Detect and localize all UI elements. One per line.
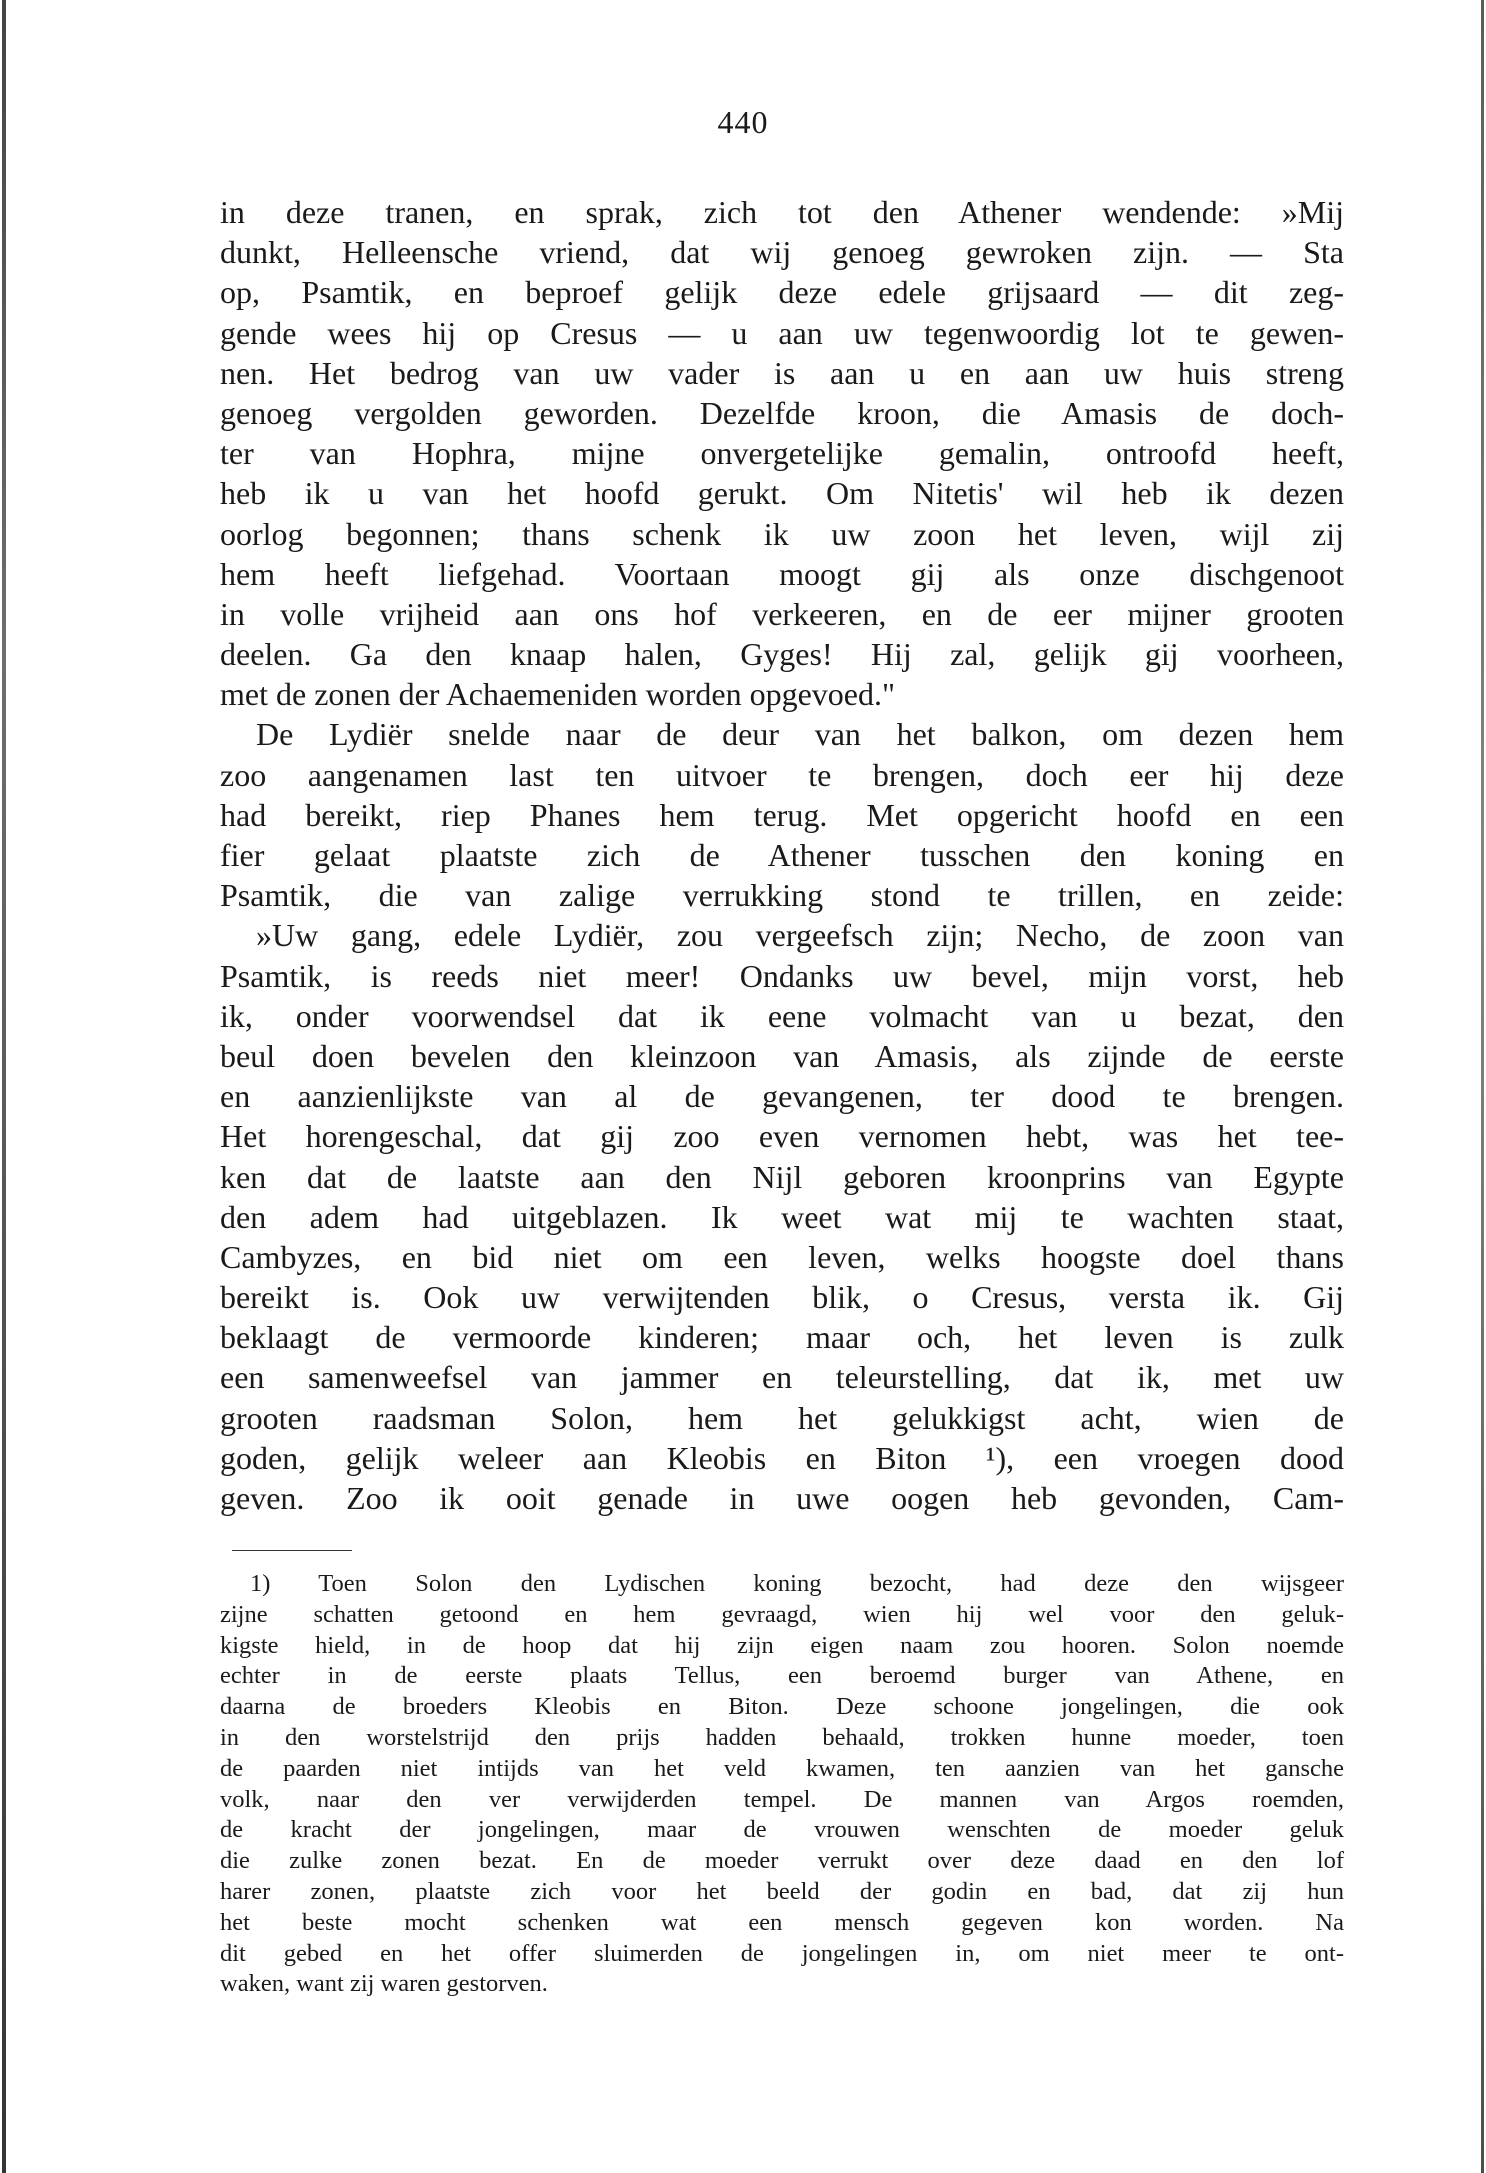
text-line: nen. Het bedrog van uw vader is aan u en aan uw huis streng [220, 354, 1344, 391]
text-line: Het horengeschal, dat gij zoo even vernomen hebt, was het tee- [220, 1118, 1344, 1155]
footnote-line: volk, naar den ver verwijderden tempel. De mannen van Argos roemden, [220, 1785, 1344, 1813]
footnote-line: harer zonen, plaatste zich voor het beeld der godin en bad, dat zij hun [220, 1877, 1344, 1905]
text-line: gende wees hij op Cresus — u aan uw tegenwoordig lot te gewen- [220, 314, 1344, 351]
footnote-body [220, 1569, 1344, 2000]
text-line: ter van Hophra, mijne onvergetelijke gemalin, ontroofd heeft, [220, 435, 1344, 472]
scan-edge-right [1481, 0, 1484, 2173]
footnote-line: in den worstelstrijd den prijs hadden behaald, trokken hunne moeder, toen [220, 1723, 1344, 1751]
footnote-divider [232, 1550, 352, 1551]
text-line: heb ik u van het hoofd gerukt. Om Nitetis' wil heb ik dezen [220, 475, 1344, 512]
main-text-body [220, 192, 1344, 1518]
text-line: Cambyzes, en bid niet om een leven, welks hoogste doel thans [220, 1238, 1344, 1275]
text-line: ken dat de laatste aan den Nijl geboren kroonprins van Egypte [220, 1158, 1344, 1195]
text-line: beul doen bevelen den kleinzoon van Amasis, als zijnde de eerste [220, 1037, 1344, 1074]
text-line: geven. Zoo ik ooit genade in uwe oogen heb gevonden, Cam- [220, 1480, 1344, 1516]
text-line: zoo aangenamen last ten uitvoer te brengen, doch eer hij deze [220, 756, 1344, 793]
text-line: genoeg vergolden geworden. Dezelfde kroon, die Amasis de doch- [220, 394, 1344, 431]
text-line: in volle vrijheid aan ons hof verkeeren, en de eer mijner grooten [220, 595, 1344, 632]
footnote-line: zijne schatten getoond en hem gevraagd, wien hij wel voor den geluk- [220, 1600, 1344, 1628]
text-line: had bereikt, riep Phanes hem terug. Met opgericht hoofd en een [220, 796, 1344, 833]
text-line: fier gelaat plaatste zich de Athener tusschen den koning en [220, 837, 1344, 873]
footnote-line: echter in de eerste plaats Tellus, een beroemd burger van Athene, en [220, 1662, 1344, 1690]
footnote-line: dit gebed en het offer sluimerden de jongelingen in, om niet meer te ont- [220, 1939, 1344, 1967]
text-line: oorlog begonnen; thans schenk ik uw zoon het leven, wijl zij [220, 515, 1344, 552]
text-line: dunkt, Helleensche vriend, dat wij genoeg gewroken zijn. — Sta [220, 234, 1344, 271]
text-line: en aanzienlijkste van al de gevangenen, ter dood te brengen. [220, 1078, 1344, 1115]
text-line: Psamtik, die van zalige verrukking stond te trillen, en zeide: [220, 877, 1344, 914]
footnote-line: kigste hield, in de hoop dat hij zijn eigen naam zou hooren. Solon noemde [220, 1631, 1344, 1659]
footnote-line: daarna de broeders Kleobis en Biton. Deze schoone jongelingen, die ook [220, 1693, 1344, 1721]
text-line: op, Psamtik, en beproef gelijk deze edele grijsaard — dit zeg- [220, 274, 1344, 311]
footnote-line: waken, want zij waren gestorven. [220, 1970, 548, 1998]
text-line: met de zonen der Achaemeniden worden opgevoed." [220, 676, 896, 713]
footnote-line: die zulke zonen bezat. En de moeder verrukt over deze daad en den lof [220, 1847, 1344, 1875]
footnote-line: de paarden niet intijds van het veld kwamen, ten aanzien van het gansche [220, 1754, 1344, 1782]
text-line: beklaagt de vermoorde kinderen; maar och, het leven is zulk [220, 1319, 1344, 1356]
footnote-line: de kracht der jongelingen, maar de vrouwen wenschten de moeder geluk [220, 1816, 1344, 1844]
text-line: ik, onder voorwendsel dat ik eene volmacht van u bezat, den [220, 997, 1344, 1034]
text-line: in deze tranen, en sprak, zich tot den Athener wendende: »Mij [220, 194, 1344, 230]
text-line: een samenweefsel van jammer en teleurstelling, dat ik, met uw [220, 1359, 1344, 1396]
text-line: deelen. Ga den knaap halen, Gyges! Hij zal, gelijk gij voorheen, [220, 636, 1344, 673]
footnote-line: het beste mocht schenken wat een mensch gegeven kon worden. Na [220, 1908, 1344, 1936]
page-number: 440 [717, 104, 769, 140]
text-line: De Lydiër snelde naar de deur van het balkon, om dezen hem [256, 716, 1344, 753]
text-line: goden, gelijk weleer aan Kleobis en Biton ¹), een vroegen dood [220, 1439, 1344, 1476]
text-line: »Uw gang, edele Lydiër, zou vergeefsch zijn; Necho, de zoon van [256, 917, 1344, 954]
text-line: bereikt is. Ook uw verwijtenden blik, o Cresus, versta ik. Gij [220, 1279, 1344, 1316]
footnote-line: 1) Toen Solon den Lydischen koning bezocht, had deze den wijsgeer [250, 1570, 1344, 1597]
text-line: Psamtik, is reeds niet meer! Ondanks uw bevel, mijn vorst, heb [220, 957, 1344, 994]
text-line: den adem had uitgeblazen. Ik weet wat mij te wachten staat, [220, 1198, 1344, 1235]
text-line: grooten raadsman Solon, hem het gelukkigst acht, wien de [220, 1399, 1344, 1436]
scan-edge-left [2, 0, 6, 2173]
text-line: hem heeft liefgehad. Voortaan moogt gij als onze dischgenoot [220, 555, 1344, 592]
